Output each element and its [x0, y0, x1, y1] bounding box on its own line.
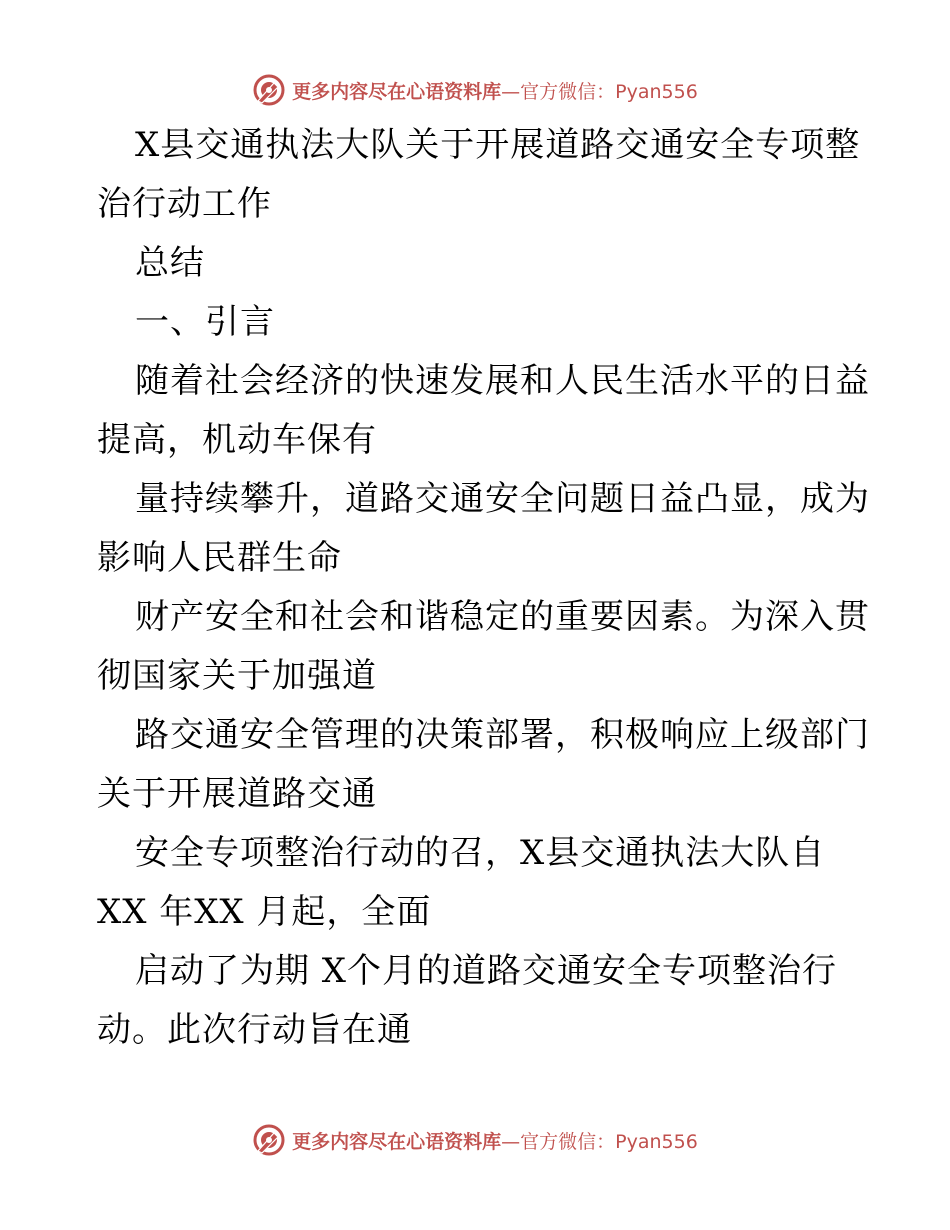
- doc-line: 总结: [135, 243, 205, 283]
- pen-logo-icon: [252, 1123, 286, 1157]
- doc-line: 彻国家关于加强道: [97, 656, 377, 696]
- footer-banner-wechat: 官方微信：Pyan556: [520, 1130, 698, 1153]
- doc-line: 启动了为期 X个月的道路交通安全专项整治行: [135, 951, 838, 991]
- doc-line: X县交通执法大队关于开展道路交通安全专项整: [135, 125, 861, 165]
- doc-line: 随着社会经济的快速发展和人民生活水平的日益: [135, 361, 870, 401]
- doc-line: 安全专项整治行动的召，X县交通执法大队自: [135, 833, 826, 873]
- footer-banner-title: 更多内容尽在心语资料库: [292, 1130, 502, 1153]
- pen-logo-icon: [252, 73, 286, 107]
- header-banner-wechat: 官方微信：Pyan556: [520, 80, 698, 103]
- header-banner-text: [292, 77, 698, 104]
- doc-line: 提高，机动车保有: [97, 420, 377, 460]
- doc-line: 路交通安全管理的决策部署，积极响应上级部门: [135, 715, 870, 755]
- doc-line: 影响人民群生命: [97, 538, 342, 578]
- doc-line: 治行动工作: [97, 184, 272, 224]
- footer-banner: [0, 1120, 950, 1160]
- doc-line: XX 年XX 月起，全面: [97, 892, 432, 932]
- header-banner-title: 更多内容尽在心语资料库: [292, 80, 502, 103]
- footer-banner-text: [292, 1127, 698, 1154]
- header-banner-separator: —: [501, 80, 521, 103]
- doc-line: 量持续攀升，道路交通安全问题日益凸显，成为: [135, 479, 870, 519]
- header-banner: [0, 70, 950, 110]
- doc-line: 财产安全和社会和谐稳定的重要因素。为深入贯: [135, 597, 870, 637]
- document-body: [97, 116, 870, 1060]
- doc-line: 动。此次行动旨在通: [97, 1010, 412, 1050]
- footer-banner-separator: —: [501, 1130, 521, 1153]
- doc-line: 关于开展道路交通: [97, 774, 377, 814]
- doc-line: 一、引言: [135, 302, 275, 342]
